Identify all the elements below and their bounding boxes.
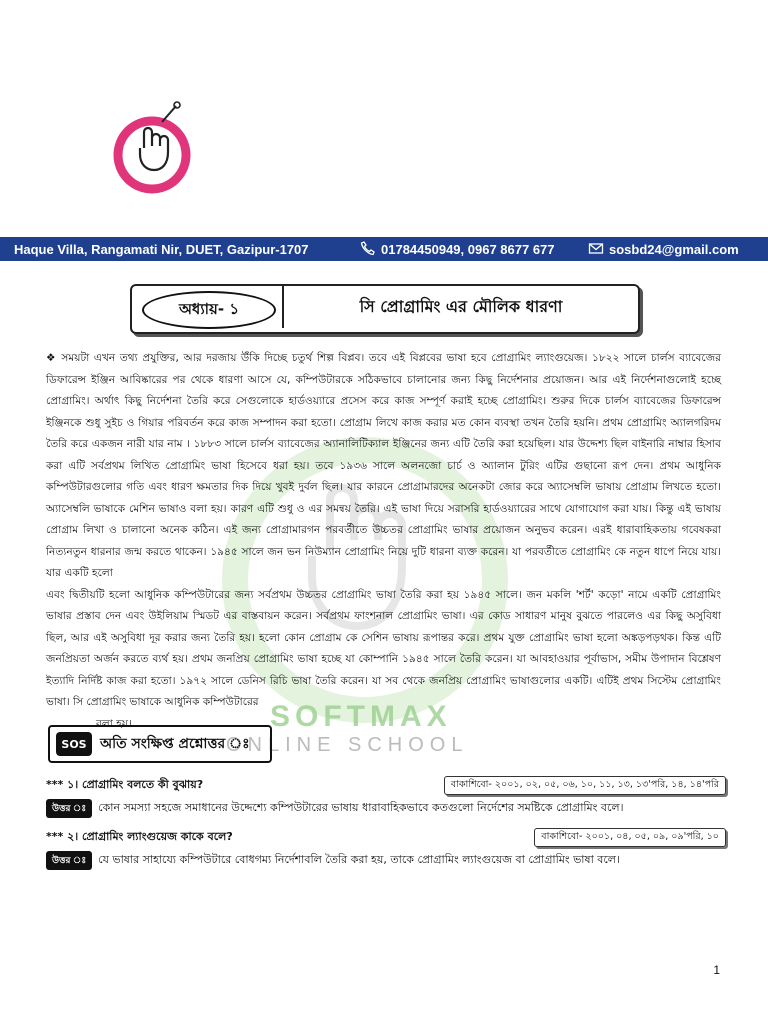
address-text: Haque Villa, Rangamati Nir, DUET, Gazipur-1707	[14, 241, 309, 257]
reference-1: বাকাশিবো- ২০০১, ০২, ০৫, ০৬, ১০, ১১, ১৩, ১৩'পরি, ১৪, ১৪'পরি	[444, 776, 726, 795]
phone-block	[360, 240, 555, 259]
mouse-hand-logo-icon	[110, 100, 210, 200]
chapter-heading	[130, 284, 640, 334]
answer-2: যে ভাষার সাহায্যে কম্পিউটারে বোধগম্য নির্দেশাবলি তৈরি করা হয়, তাকে প্রোগ্রামিং ল্যাংগুয়েজ বা প্রোগ্রামিং ভাষা বলে।	[98, 853, 620, 866]
chapter-label: অধ্যায়- ১	[142, 291, 276, 329]
email-icon	[588, 240, 604, 259]
watermark-subtitle: ONLINE SCHOOL	[226, 734, 469, 756]
answer-1: কোন সমস্যা সহজে সমাধানের উদ্দেশ্যে কম্পিউটারের ভাষায় ধারাবাহিকভাবে কতগুলো নির্দেশের সমষ্টিকে প্রোগ্রামিং বলে।	[98, 801, 624, 814]
reference-2: বাকাশিবো- ২০০১, ০৪, ০৫, ০৯, ০৯'পরি, ১০	[534, 828, 726, 847]
paragraph-1: ❖ সময়টা এখন তথ্য প্রযুক্তির, আর দরজায় উঁকি দিচ্ছে চতুর্থ শিল্প বিপ্লব। তবে এই বিপ্লবের ভাষা হবে প্রোগ্রামিং ল্যাংগুয়েজ। ১৮২২ সালে চার্লস ব্যাবেজের ডিফারেন্স ইঞ্জিন আবিষ্কারের পর থেকে ধারণা আসে যে, কম্পিউটারকে সঠিকভাবে চালানোর জন্য কিছু নির্দেশনার প্রয়োজন। আর এই নির্দেশনাগুলোই হচ্ছে প্রোগ্রামিং। অর্থাৎ কিছু নির্দেশনা তৈরি করে সেগুলোকে হার্ডওয়্যারে প্রসেস করে কাজ সম্পূর্ণ করাই হচ্ছে প্রোগ্রামিং। শুরুর দিকে চার্লস ব্যাবেজের ডিফারেন্স ইঞ্জিনকে শুধু সুইচ ও গিয়ার পরিবর্তন করে কাজ সম্পাদন করা হতো। প্রোগ্রাম লিখে কাজ করার মত কোন ব্যবস্থা তখন তৈরি হয়নি। প্রথম প্রোগ্রামিং অ্যালগরিদম তৈরি করে একজন নারী যার নাম । ১৮৮৩ সালে চার্লস ব্যাবেজের অ্যানালিটিক্যাল ইঞ্জিনের জন্য এটি তৈরি করা হয়েছিল। যার উদ্দেশ্য ছিল বাইনারি নাম্বার হিসাব করা এটি সর্বপ্রথম লিখিত প্রোগ্রামিং ভাষা হিসেবে ধরা হয়। তবে ১৯৩৬ সালে অলনজো চার্চ ও অ্যালান টুরিং এটির গুছানো রূপ দেন। প্রথম আধুনিক কম্পিউটারগুলোর গতি এবং ধারণ ক্ষমতার দিক দিয়ে খুবই দুর্বল ছিল। যার কারনে প্রোগ্রামারদের অনেকটা জোর করে অ্যাসেম্বলি ভাষায় প্রোগ্রাম লিখতে হতো। অ্যাসেম্বলি ভাষাকে মেশিন ভাষাও বলা হয়। কারণ এটি শুধু ও এর সমন্বয় তৈরি। এই ভাষা দিয়ে সরাসরি হার্ডওয়্যারের সাথে যোগাযোগ করা যায়। কিন্তু এই ভাষায় প্রোগ্রাম লিখা ও চালানো অনেক কঠিন। এই জন্য প্রোগ্রামারগন পরবর্তীতে উচ্চতর প্রোগ্রামিং ভাষার প্রয়োজন অনুভব করেন। এরই ধারাবাহিকতায় গবেষকরা নিত্যনতুন ধারনার জন্ম করতে থাকেন। ১৯৪৫ সালে জন ভন নিউম্যান প্রোগ্রামিং নিয়ে দুটি ধারনা ব্যক্ত করেন। যা পরবর্তীতে প্রোগ্রামিং কে নতুন ধাপে নিয়ে যায়। যার একটি হলো	[46, 352, 722, 579]
paragraph-2: এবং দ্বিতীয়টি হলো আধুনিক কম্পিউটারের জন্য সর্বপ্রথম উচ্চতর প্রোগ্রামিং ভাষা তৈরি করা হয় ১৯৪৫ সালে। জন মকলি 'শর্ট' কড়ো' নামে একটি প্রোগ্রামিং ভাষার প্রস্তাব দেন এবং উইলিয়াম স্মিডট এর বাস্তবায়ন করেন। সর্বপ্রথম ফাংশনাল প্রোগ্রামিং ভাষা। এর কোড সাধারণ মানুষ বুঝতে পারলেও এর কিছু অসুবিধা ছিল, আর এই অসুবিধা দূর করার জন্য তৈরি হয়। হলো কোন প্রোগ্রাম কে সেশিন ভাষায় রূপান্তর করে। প্রথম যুক্ত প্রোগ্রামিং ভাষা হলো অঙ্কড়পড়থক। কিন্ত এটি জনপ্রিয়তা অর্জন করতে ব্যর্থ হয়। প্রথম জনপ্রিয় প্রোগ্রামিং ভাষা হচ্ছে যা কোম্পানি ১৯৪৫ সালে তৈরি করেন। যা আবহাওয়ার পূর্বাভাস, সমীম উপাদান বিশ্লেষণ ইত্যাদি নির্দিষ্ট কাজ করা হতো। ১৯৭২ সালে ডেনিস রিচি ভাষা তৈরি করেন। যা সব থেকে জনপ্রিয় প্রোগ্রামিং ভাষাগুলোর একটি। এটিই প্রথম সিস্টেম প্রোগ্রামিং ভাষা। সি প্রোগ্রামিং ভাষাকে আধুনিক কম্পিউটারের	[46, 588, 721, 708]
page-number: 1	[713, 963, 720, 977]
paragraph-3: বলা হয়।	[96, 717, 132, 730]
email-block	[588, 240, 739, 259]
sos-badge: SOS	[56, 732, 92, 756]
section-title: অতি সংক্ষিপ্ত প্রশ্নোত্তর ঃ	[100, 736, 250, 752]
email-text: sosbd24@gmail.com	[609, 241, 739, 257]
phone-text: 01784450949, 0967 8677 677	[381, 241, 555, 257]
contact-bar	[0, 237, 768, 261]
question-1: *** ১। প্রোগ্রামিং বলতে কী বুঝায়?	[46, 778, 204, 791]
qa-item-2	[46, 828, 726, 870]
chapter-title: সি প্রোগ্রামিং এর মৌলিক ধারণা	[282, 286, 638, 328]
phone-icon	[360, 240, 376, 259]
question-2: *** ২। প্রোগ্রামিং ল্যাংগুয়েজ কাকে বলে?	[46, 830, 233, 843]
watermark-title: SOFTMAX	[270, 700, 452, 733]
section-heading	[48, 725, 272, 763]
answer-badge-2: উত্তর ঃ	[46, 851, 92, 870]
qa-item-1	[46, 776, 726, 818]
answer-badge-1: উত্তর ঃ	[46, 799, 92, 818]
body-text	[46, 348, 721, 735]
